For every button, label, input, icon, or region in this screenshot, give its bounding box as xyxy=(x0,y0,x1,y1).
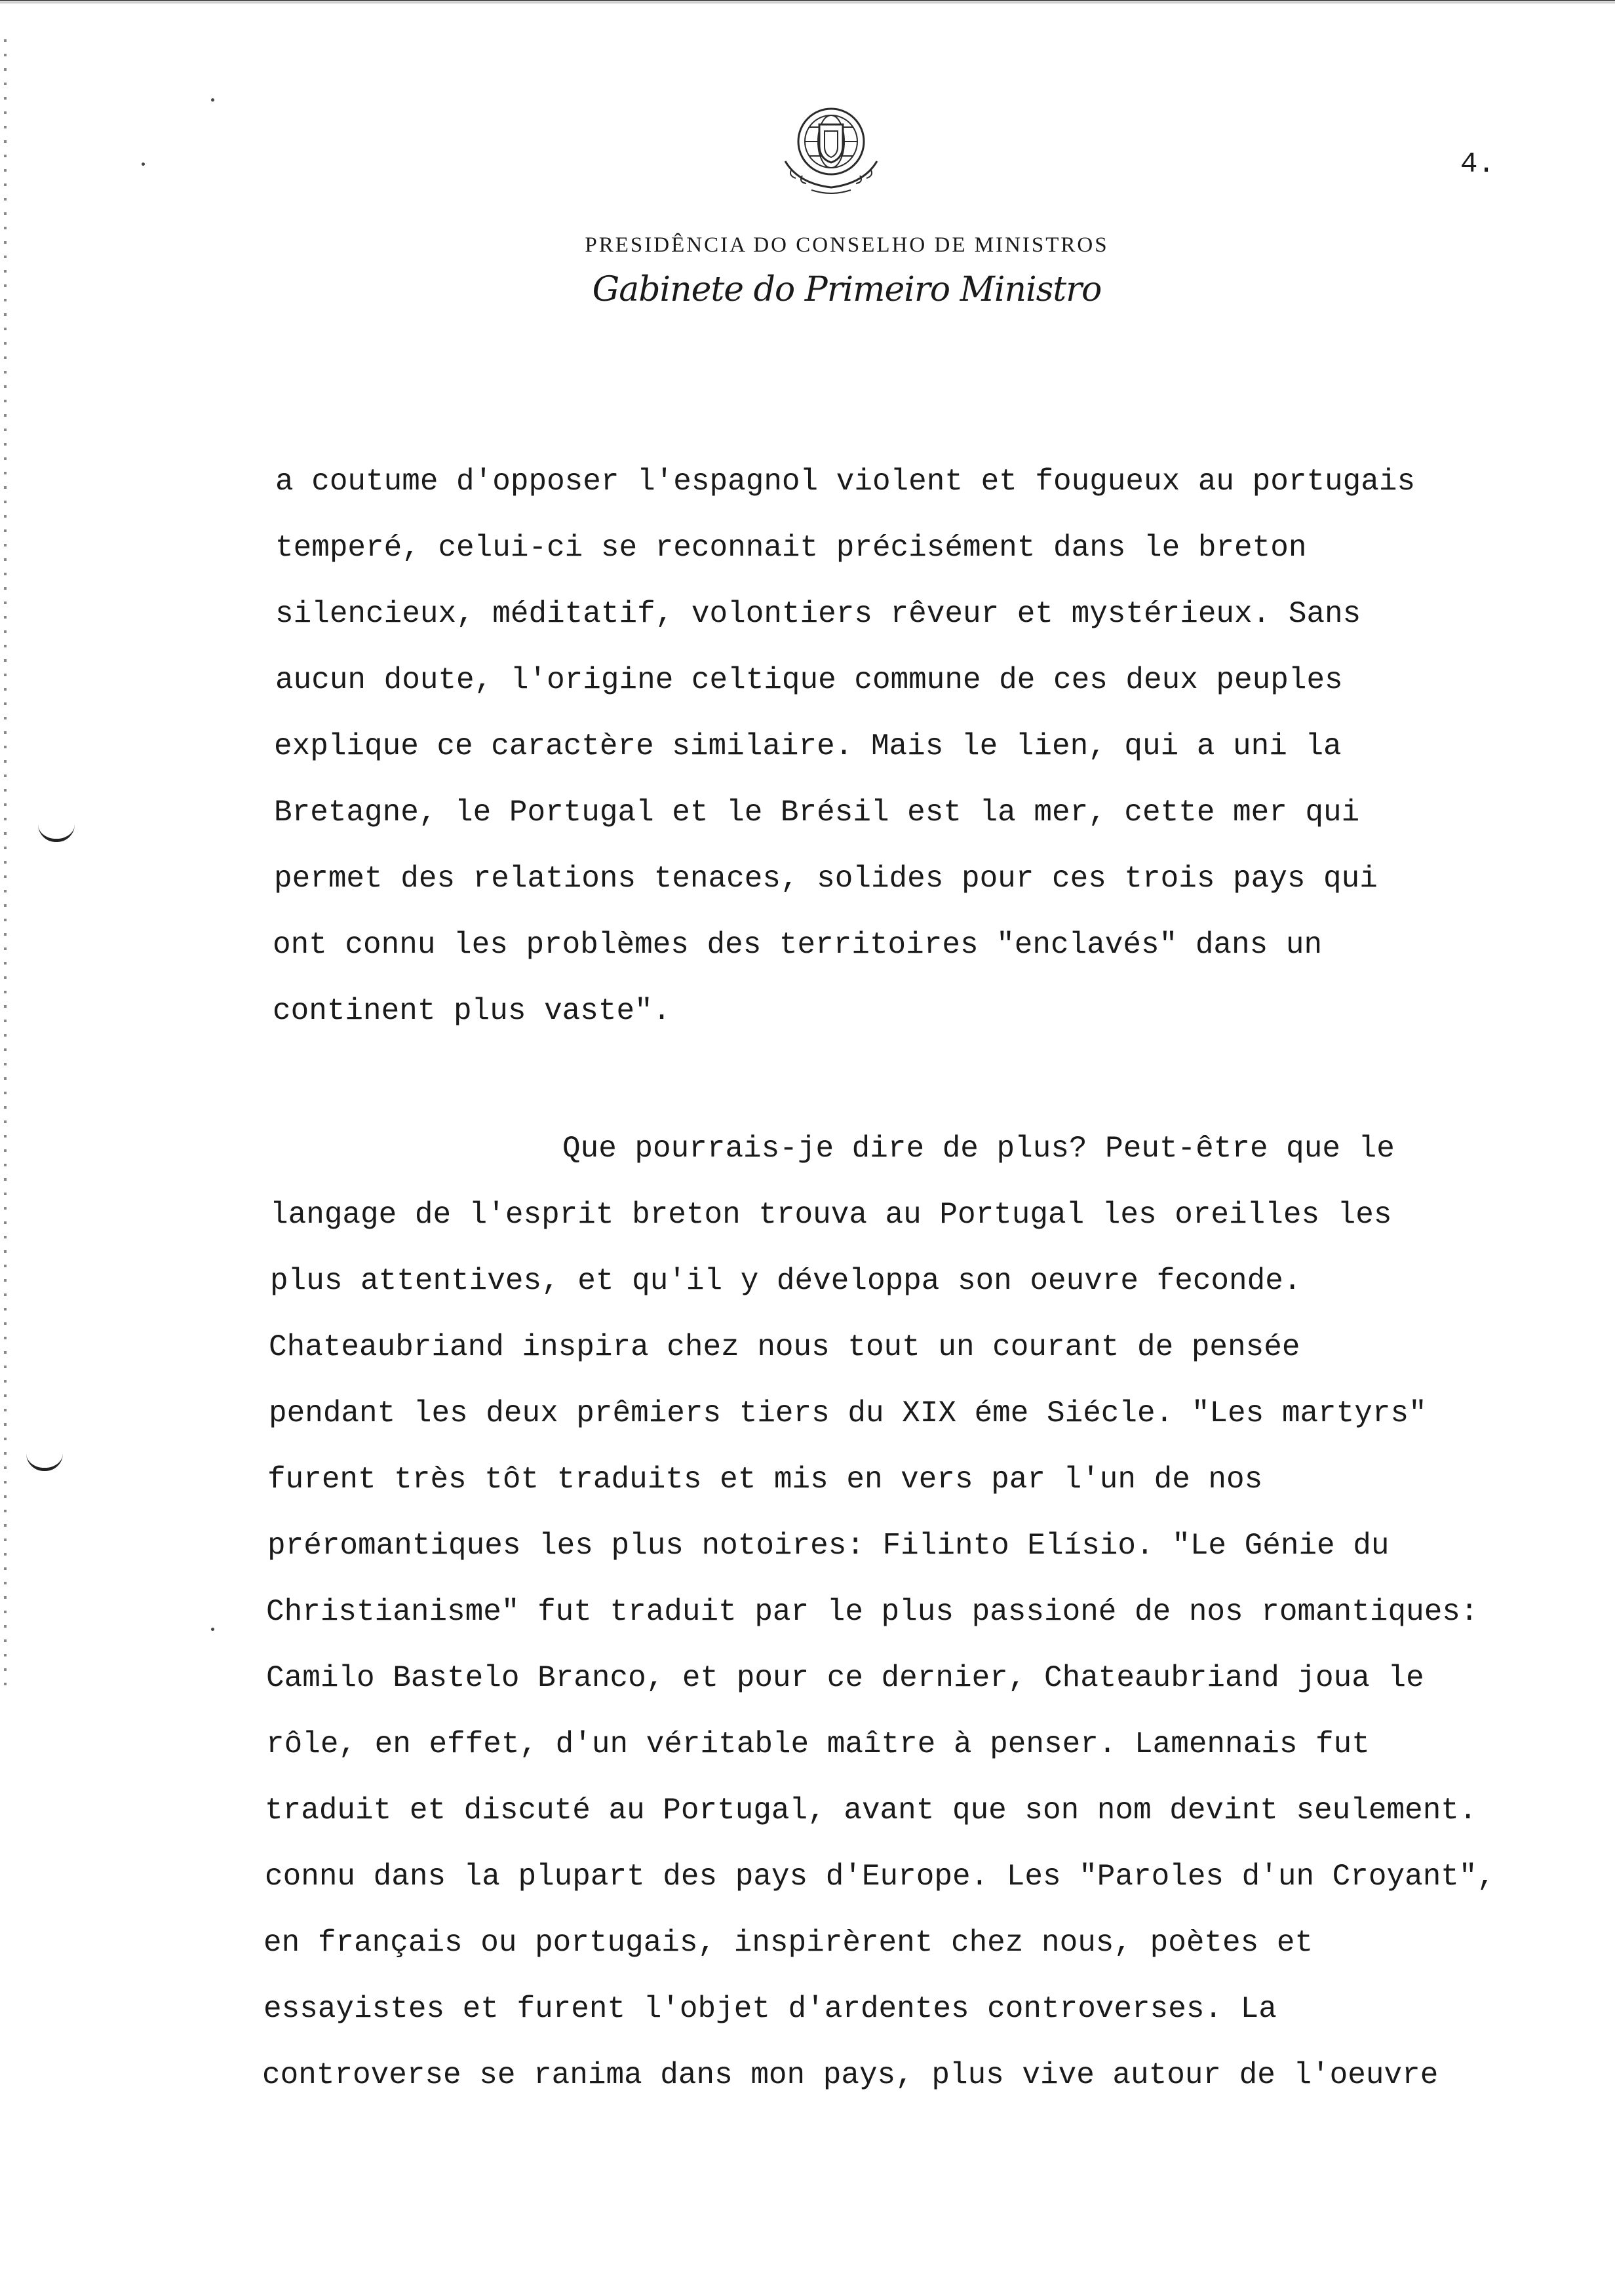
text-line: langage de l'esprit breton trouva au Portugal les oreilles les xyxy=(270,1198,1392,1232)
text-line: Chateaubriand inspira chez nous tout un courant de pensée xyxy=(269,1330,1300,1364)
stray-mark xyxy=(211,1628,214,1631)
text-line: Que pourrais-je dire de plus? Peut-être que le xyxy=(562,1132,1395,1166)
text-line: controverse se ranima dans mon pays, plus vive autour de l'oeuvre xyxy=(262,2058,1439,2092)
coat-of-arms-seal xyxy=(766,98,897,203)
text-line: plus attentives, et qu'il y développa son oeuvre feconde. xyxy=(270,1264,1302,1298)
text-line: permet des relations tenaces, solides pour ces trois pays qui xyxy=(274,862,1378,896)
text-line: explique ce caractère similaire. Mais le lien, qui a uni la xyxy=(274,729,1342,763)
text-line: continent plus vaste". xyxy=(273,994,671,1028)
text-line: ont connu les problèmes des territoires "enclavés" dans un xyxy=(273,928,1323,962)
text-line: Christianisme" fut traduit par le plus passioné de nos romantiques: xyxy=(266,1595,1479,1629)
punch-hole-mark xyxy=(26,1453,63,1471)
text-line: Bretagne, le Portugal et le Brésil est la mer, cette mer qui xyxy=(274,795,1360,830)
header-cabinet: Gabinete do Primeiro Ministro xyxy=(592,270,1102,309)
text-line: temperé, celui-ci se reconnait précisément dans le breton xyxy=(275,531,1307,565)
text-line: silencieux, méditatif, volontiers rêveur et mystérieux. Sans xyxy=(275,597,1361,631)
text-line: aucun doute, l'origine celtique commune de ces deux peuples xyxy=(275,663,1343,697)
text-line: en français ou portugais, inspirèrent chez nous, poètes et xyxy=(263,1926,1313,1960)
text-line: traduit et discuté au Portugal, avant que son nom devint seulement. xyxy=(265,1793,1477,1827)
text-line: furent très tôt traduits et mis en vers par l'un de nos xyxy=(267,1463,1263,1497)
text-line: pendant les deux prêmiers tiers du XIX éme Siécle. "Les martyrs" xyxy=(269,1396,1427,1430)
text-line: essayistes et furent l'objet d'ardentes controverses. La xyxy=(263,1992,1277,2026)
page-number: 4. xyxy=(1460,148,1495,181)
punch-hole-mark xyxy=(38,824,75,842)
stray-mark xyxy=(211,98,214,102)
stray-mark xyxy=(142,163,145,166)
text-line: connu dans la plupart des pays d'Europe. Les "Paroles d'un Croyant", xyxy=(265,1860,1496,1894)
header-organization: PRESIDÊNCIA DO CONSELHO DE MINISTROS xyxy=(585,233,1109,257)
text-line: a coutume d'opposer l'espagnol violent et fougueux au portugais xyxy=(275,465,1416,499)
text-line: Camilo Bastelo Branco, et pour ce dernier, Chateaubriand joua le xyxy=(266,1661,1424,1695)
text-line: rôle, en effet, d'un véritable maître à penser. Lamennais fut xyxy=(266,1727,1370,1761)
page-top-rule xyxy=(0,0,1615,4)
text-line: préromantiques les plus notoires: Filinto Elísio. "Le Génie du xyxy=(267,1529,1390,1563)
